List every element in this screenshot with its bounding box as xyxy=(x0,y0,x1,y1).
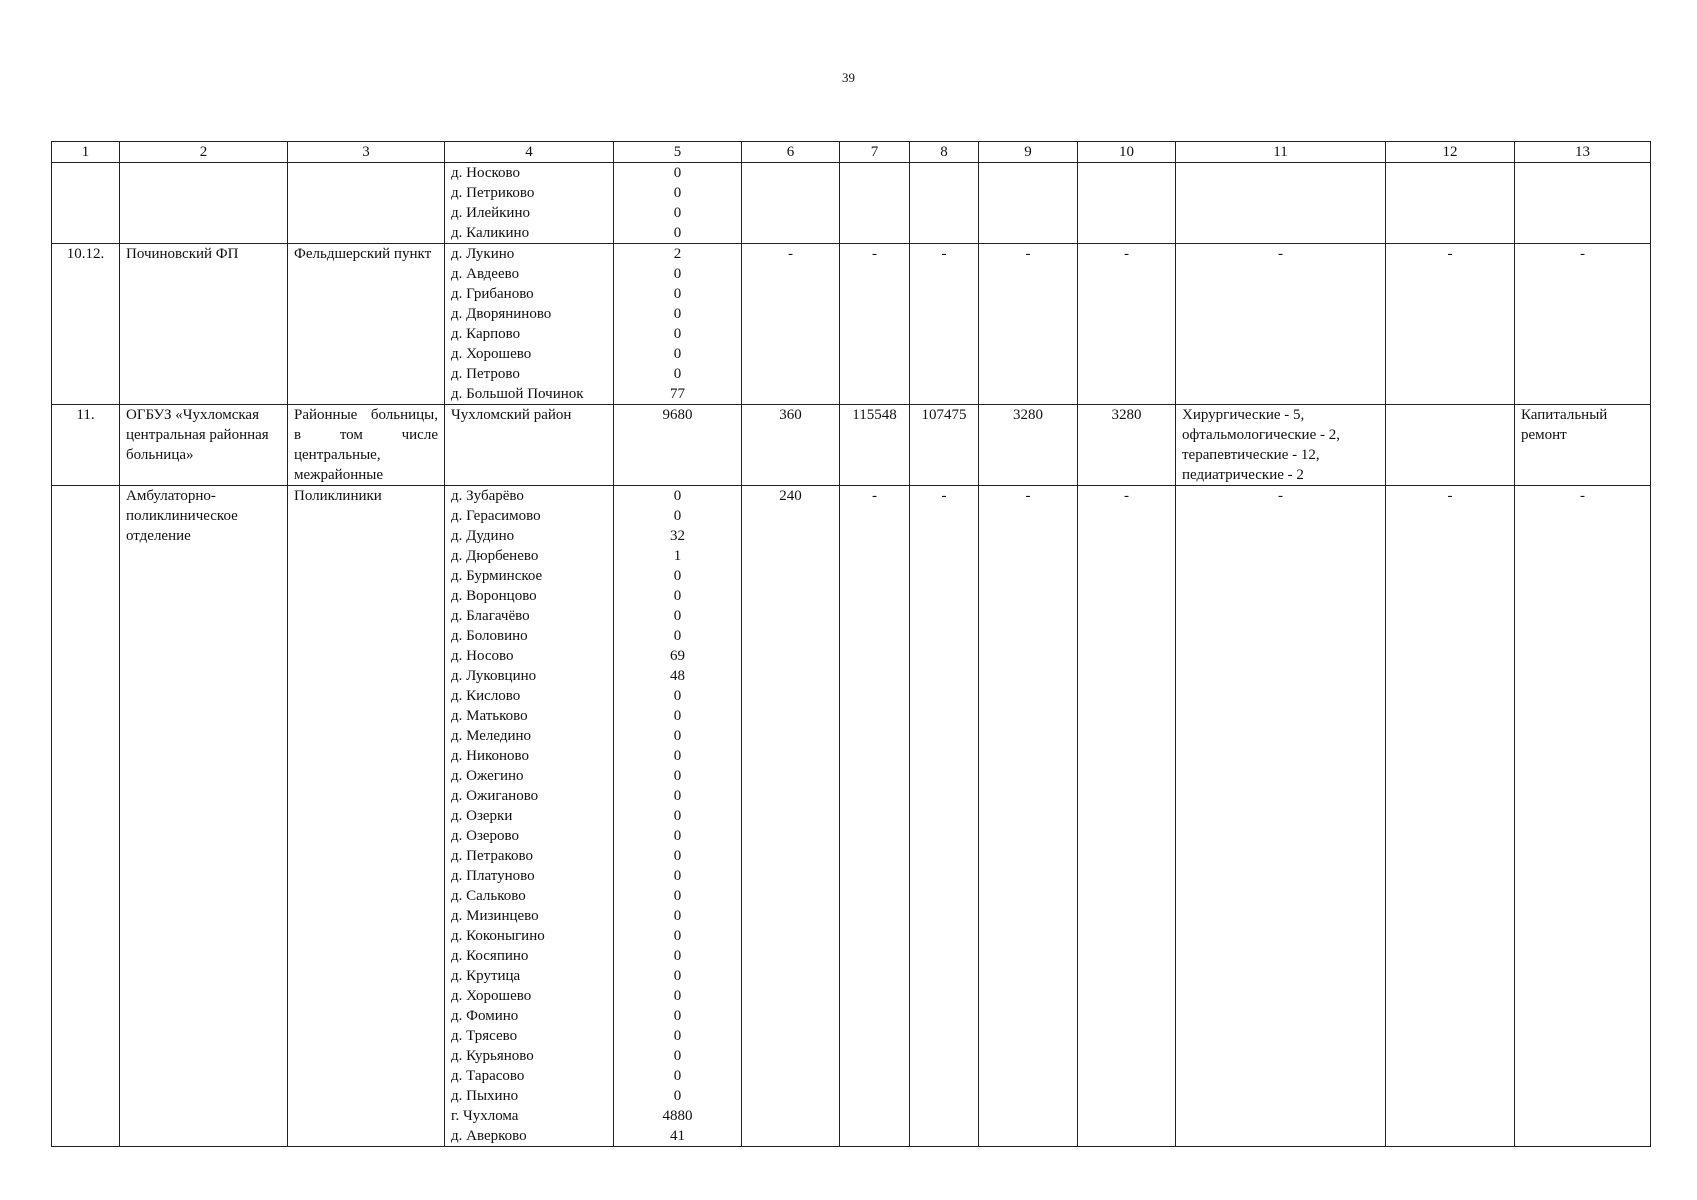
village-name: д. Фомино xyxy=(451,1008,519,1024)
cell-value xyxy=(1386,405,1515,486)
village-name: д. Герасимово xyxy=(451,508,541,524)
bed-profiles xyxy=(1176,405,1386,486)
village-value: 1 xyxy=(673,548,682,564)
village-value: 0 xyxy=(673,266,682,282)
table-row-11 xyxy=(52,405,1651,486)
village-name: д. Грибаново xyxy=(451,286,534,302)
village-value: 0 xyxy=(673,628,682,644)
village-value: 0 xyxy=(673,1088,682,1104)
village-value: 0 xyxy=(673,225,682,241)
cell-dash: - xyxy=(1078,486,1176,1147)
table-row-continuation xyxy=(52,163,1651,244)
bed-profile: офтальмологические - 2, xyxy=(1182,427,1340,443)
village-value: 48 xyxy=(670,668,685,684)
header-cell: 10 xyxy=(1078,142,1176,163)
facility-name: ОГБУЗ «Чухломская центральная районная больница» xyxy=(120,405,288,486)
village-value: 0 xyxy=(673,306,682,322)
village-name: д. Косяпино xyxy=(451,948,529,964)
village-name: д. Авдеево xyxy=(451,266,520,282)
area-name: Чухломский район xyxy=(445,405,614,486)
village-value: 0 xyxy=(673,948,682,964)
village-name: д. Дворяниново xyxy=(451,306,552,322)
village-name: д. Матьково xyxy=(451,708,528,724)
facility-name: Починовский ФП xyxy=(120,244,288,405)
village-list xyxy=(445,244,614,405)
page-number: 39 xyxy=(842,70,855,85)
village-value: 4880 xyxy=(662,1108,693,1124)
village-name: д. Крутица xyxy=(451,968,521,984)
village-value: 0 xyxy=(673,165,682,181)
bed-profile: терапевтические - 12, xyxy=(1182,447,1320,463)
village-value: 0 xyxy=(673,1008,682,1024)
header-cell: 13 xyxy=(1515,142,1651,163)
village-name: д. Трясево xyxy=(451,1028,518,1044)
village-value: 0 xyxy=(673,748,682,764)
village-name: д. Курьяново xyxy=(451,1048,534,1064)
village-value: 0 xyxy=(673,808,682,824)
village-name: д. Пыхино xyxy=(451,1088,519,1104)
header-cell: 1 xyxy=(52,142,120,163)
cell-dash: - xyxy=(1515,486,1651,1147)
village-value: 0 xyxy=(673,788,682,804)
village-value: 0 xyxy=(673,968,682,984)
village-name: д. Карпово xyxy=(451,326,521,342)
village-value: 0 xyxy=(673,888,682,904)
village-value: 0 xyxy=(673,908,682,924)
village-name: д. Луковцино xyxy=(451,668,537,684)
cell-dash: - xyxy=(979,244,1078,405)
header-row xyxy=(52,142,1651,163)
village-list xyxy=(445,486,614,1147)
village-value: 0 xyxy=(673,286,682,302)
village-name: д. Дюрбенево xyxy=(451,548,539,564)
header-cell: 7 xyxy=(840,142,910,163)
village-name: д. Дудино xyxy=(451,528,515,544)
village-name: д. Кислово xyxy=(451,688,521,704)
village-name: д. Мелединo xyxy=(451,728,532,744)
cell-value: 9680 xyxy=(614,405,742,486)
header-cell: 8 xyxy=(910,142,979,163)
village-value: 0 xyxy=(673,708,682,724)
village-value: 0 xyxy=(673,608,682,624)
village-name: д. Петриково xyxy=(451,185,535,201)
table-row-ambulatory xyxy=(52,486,1651,1147)
cell-value: 107475 xyxy=(910,405,979,486)
facility-type: Районные больницы, в том числе центральные, межрайонные xyxy=(288,405,445,486)
village-value: 0 xyxy=(673,205,682,221)
village-value: 0 xyxy=(673,928,682,944)
header-cell: 3 xyxy=(288,142,445,163)
row-number: 10.12. xyxy=(52,244,120,405)
village-name: д. Сальково xyxy=(451,888,526,904)
facilities-table xyxy=(51,141,1651,1147)
facility-type: Фельдшерский пункт xyxy=(288,244,445,405)
village-value: 0 xyxy=(673,1028,682,1044)
village-value: 0 xyxy=(673,688,682,704)
cell-value: 3280 xyxy=(979,405,1078,486)
header-cell: 6 xyxy=(742,142,840,163)
village-name: д. Носово xyxy=(451,648,514,664)
value-list xyxy=(614,486,742,1147)
village-value: 0 xyxy=(673,588,682,604)
village-value: 0 xyxy=(673,1048,682,1064)
village-name: г. Чухлома xyxy=(451,1108,519,1124)
village-name: д. Воронцово xyxy=(451,588,537,604)
cell-dash: - xyxy=(910,244,979,405)
village-value: 0 xyxy=(673,568,682,584)
cell-dash: - xyxy=(840,244,910,405)
facility-name: Амбулаторно-поликлиническое отделение xyxy=(120,486,288,1147)
village-name: д. Тарасово xyxy=(451,1068,525,1084)
village-list xyxy=(445,163,614,244)
village-value: 0 xyxy=(673,508,682,524)
village-value: 32 xyxy=(670,528,685,544)
cell-value: 360 xyxy=(742,405,840,486)
cell-dash: - xyxy=(1176,244,1386,405)
cell-dash: - xyxy=(1078,244,1176,405)
village-name: д. Большой Починок xyxy=(451,386,584,402)
village-value: 0 xyxy=(673,868,682,884)
village-name: д. Боловино xyxy=(451,628,528,644)
village-value: 0 xyxy=(673,768,682,784)
bed-profile: Хирургические - 5, xyxy=(1182,407,1305,423)
cell-value: 115548 xyxy=(840,405,910,486)
village-value: 2 xyxy=(673,246,682,262)
village-name: д. Благачёво xyxy=(451,608,530,624)
village-name: д. Озерки xyxy=(451,808,513,824)
village-name: д. Илейкино xyxy=(451,205,530,221)
village-name: д. Мизинцево xyxy=(451,908,539,924)
village-value: 77 xyxy=(670,386,685,402)
village-name: д. Каликино xyxy=(451,225,530,241)
cell-dash: - xyxy=(1176,486,1386,1147)
cell-dash: - xyxy=(910,486,979,1147)
row-number: 11. xyxy=(52,405,120,486)
village-value: 0 xyxy=(673,185,682,201)
header-cell: 9 xyxy=(979,142,1078,163)
village-value: 0 xyxy=(673,366,682,382)
cell-dash: - xyxy=(840,486,910,1147)
village-value: 41 xyxy=(670,1128,685,1144)
village-name: д. Ожиганово xyxy=(451,788,539,804)
village-value: 0 xyxy=(673,848,682,864)
value-list xyxy=(614,163,742,244)
village-value: 69 xyxy=(670,648,685,664)
village-value: 0 xyxy=(673,346,682,362)
village-value: 0 xyxy=(673,488,682,504)
bed-profile: педиатрические - 2 xyxy=(1182,467,1304,483)
village-name: д. Зубарёво xyxy=(451,488,524,504)
village-name: д. Петрово xyxy=(451,366,520,382)
village-value: 0 xyxy=(673,1068,682,1084)
header-cell: 12 xyxy=(1386,142,1515,163)
village-name: д. Лукино xyxy=(451,246,515,262)
header-cell: 11 xyxy=(1176,142,1386,163)
header-cell: 4 xyxy=(445,142,614,163)
repair-note: Капитальный ремонт xyxy=(1515,405,1651,486)
header-cell: 2 xyxy=(120,142,288,163)
village-name: д. Никоново xyxy=(451,748,530,764)
village-name: д. Аверково xyxy=(451,1128,527,1144)
village-value: 0 xyxy=(673,988,682,1004)
header-cell: 5 xyxy=(614,142,742,163)
village-value: 0 xyxy=(673,728,682,744)
cell-value: 240 xyxy=(742,486,840,1147)
value-list xyxy=(614,244,742,405)
village-name: д. Петраково xyxy=(451,848,534,864)
cell-dash: - xyxy=(1386,244,1515,405)
table-row-10-12 xyxy=(52,244,1651,405)
cell-value: 3280 xyxy=(1078,405,1176,486)
village-value: 0 xyxy=(673,828,682,844)
village-name: д. Ожегино xyxy=(451,768,524,784)
cell-dash: - xyxy=(979,486,1078,1147)
village-name: д. Платуново xyxy=(451,868,535,884)
cell-dash: - xyxy=(742,244,840,405)
cell-dash: - xyxy=(1386,486,1515,1147)
cell-dash: - xyxy=(1515,244,1651,405)
village-name: д. Озерово xyxy=(451,828,520,844)
village-value: 0 xyxy=(673,326,682,342)
village-name: д. Носково xyxy=(451,165,521,181)
village-name: д. Хорошево xyxy=(451,346,532,362)
village-name: д. Хорошево xyxy=(451,988,532,1004)
village-name: д. Бурминское xyxy=(451,568,543,584)
village-name: д. Коконыгино xyxy=(451,928,545,944)
facility-type: Поликлиники xyxy=(288,486,445,1147)
